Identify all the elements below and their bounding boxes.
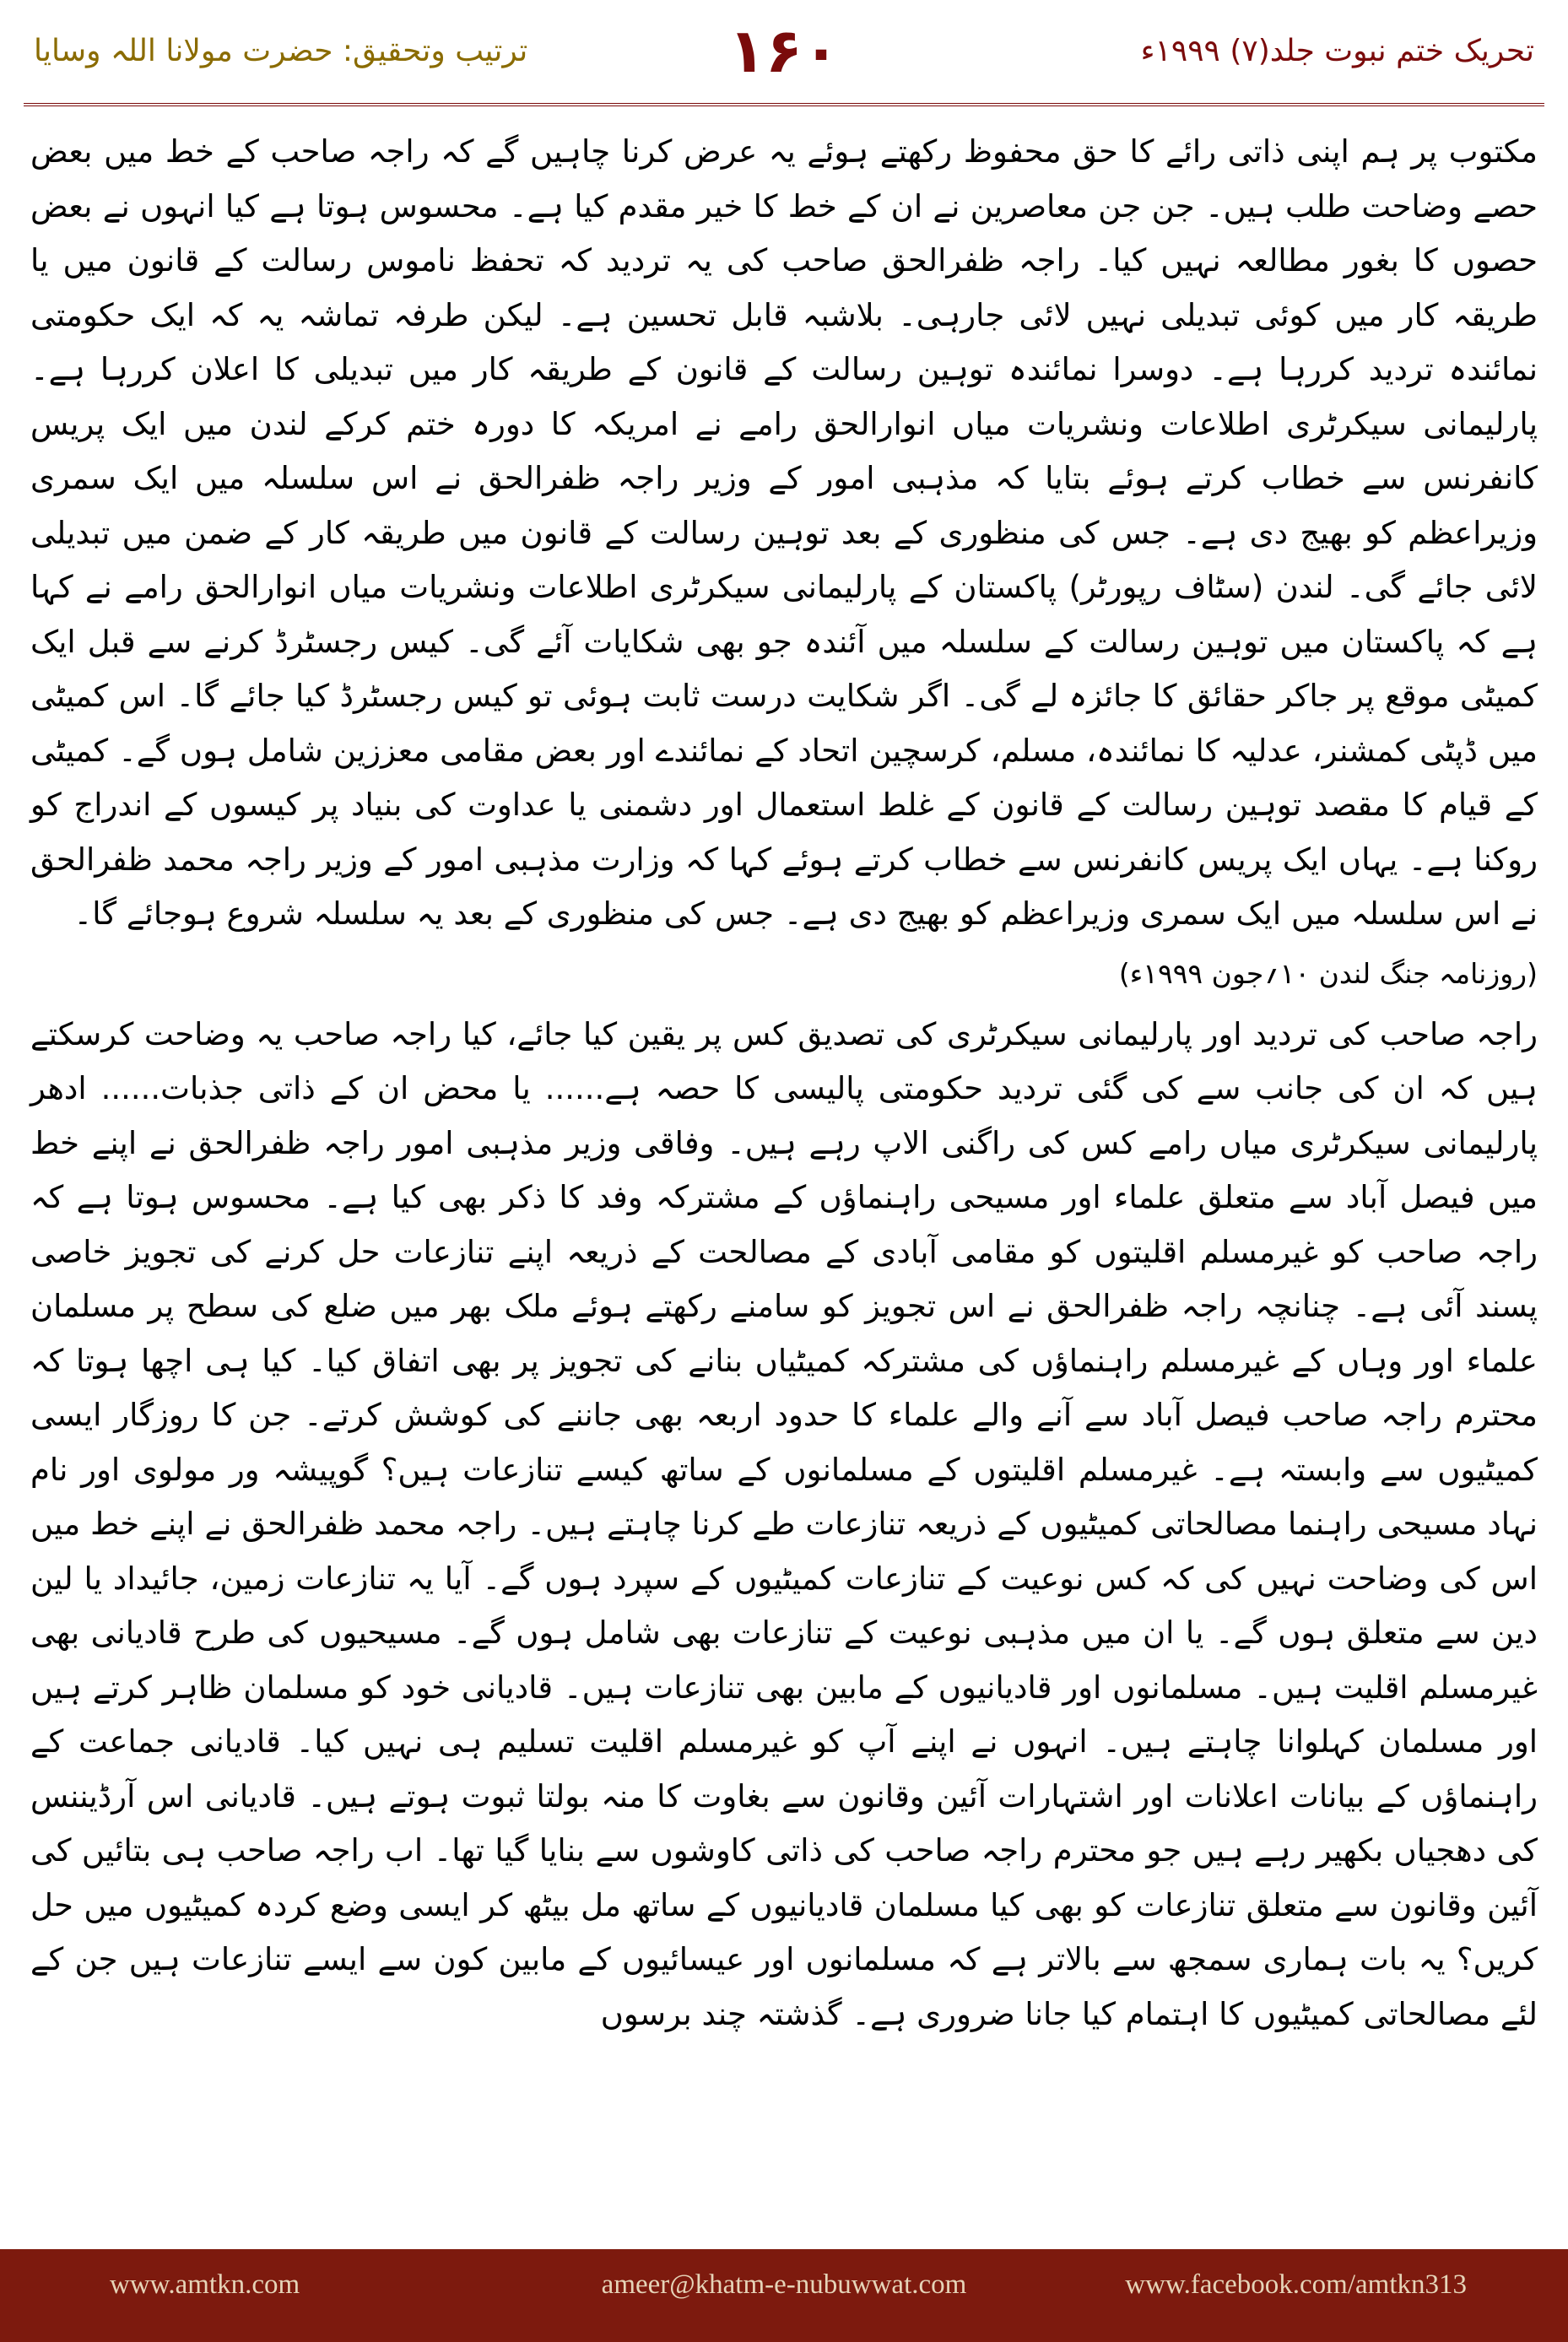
paragraph-2: راجہ صاحب کی تردید اور پارلیمانی سیکرٹری کی تصدیق کس پر یقین کیا جائے، کیا راجہ صاحب یہ وضاحت کرسکتے ہیں کہ ان کی جانب سے کی گئی تردید حکومتی پالیسی کا حصہ ہے...... یا محض ان کے ذاتی جذبات...... ادھر پارلیمانی سیکرٹری میاں رامے کس کی راگنی الاپ رہے ہیں۔ وفاقی وزیر مذہبی امور راجہ ظفرالحق نے اپنے خط میں فیصل آباد سے متعلق علماء اور مسیحی راہنماؤں کے مشترکہ وفد کا ذکر بھی کیا ہے۔ محسوس ہوتا ہے کہ راجہ صاحب کو غیرمسلم اقلیتوں کو مقامی آبادی کے مصالحت کے ذریعہ اپنے تنازعات حل کرنے کی تجویز خاصی پسند آئی ہے۔ چنانچہ راجہ ظفرالحق نے اس تجویز کو سامنے رکھتے ہوئے ملک بھر میں ضلع کی سطح پر مسلمان علماء اور وہاں کے غیرمسلم راہنماؤں کی مشترکہ کمیٹیاں بنانے کی تجویز پر بھی اتفاق کیا۔ کیا ہی اچھا ہوتا کہ محترم راجہ صاحب فیصل آباد سے آنے والے علماء کا حدود اربعہ بھی جاننے کی کوشش کرتے۔ جن کا روزگار ایسی کمیٹیوں سے وابستہ ہے۔ غیرمسلم اقلیتوں کے مسلمانوں کے ساتھ کیسے تنازعات ہیں؟ گوپیشہ ور مولوی اور نام نہاد مسیحی راہنما مصالحاتی کمیٹیوں کے ذریعہ تنازعات طے کرنا چاہتے ہیں۔ راجہ محمد ظفرالحق نے اپنے خط میں اس کی وضاحت نہیں کی کہ کس نوعیت کے تنازعات کمیٹیوں کے سپرد ہوں گے۔ آیا یہ تنازعات زمین، جائیداد یا لین دین سے متعلق ہوں گے۔ یا ان میں مذہبی نوعیت کے تنازعات بھی شامل ہوں گے۔ مسیحیوں کی طرح قادیانی بھی غیرمسلم اقلیت ہیں۔ مسلمانوں اور قادیانیوں کے مابین بھی تنازعات ہیں۔ قادیانی خود کو مسلمان ظاہر کرتے ہیں اور مسلمان کہلوانا چاہتے ہیں۔ انہوں نے اپنے آپ کو غیرمسلم اقلیت تسلیم ہی نہیں کیا۔ قادیانی جماعت کے راہنماؤں کے بیانات اعلانات اور اشتہارات آئین وقانون سے بغاوت کا منہ بولتا ثبوت ہوتے ہیں۔ قادیانی اس آرڈیننس کی دھجیاں بکھیر رہے ہیں جو محترم راجہ صاحب کی ذاتی کاوشوں سے بنایا گیا تھا۔ اب راجہ صاحب ہی بتائیں کی آئین وقانون سے متعلق تنازعات کو بھی کیا مسلمان قادیانیوں کے ساتھ مل بیٹھ کر ایسی وضع کردہ کمیٹیوں میں حل کریں؟ یہ بات ہماری سمجھ سے بالاتر ہے کہ مسلمانوں اور عیسائیوں کے مابین کون سے ایسے تنازعات ہیں جن کے لئے مصالحاتی کمیٹیوں کا اہتمام کیا جانا ضروری ہے۔ گذشتہ چند برسوں: [30, 1015, 1538, 2032]
book-title: تحریک ختم نبوت جلد(۷) ۱۹۹۹ء: [1140, 34, 1534, 68]
header-divider: [24, 103, 1544, 106]
compiler-credit: ترتیب وتحقیق: حضرت مولانا اللہ وسایا: [34, 34, 528, 68]
page-number: ۱۶۰: [728, 15, 840, 86]
email-link[interactable]: ameer@khatm-e-nubuwwat.com: [601, 2269, 967, 2300]
paragraph-1: مکتوب پر ہم اپنی ذاتی رائے کا حق محفوظ رکھتے ہوئے یہ عرض کرنا چاہیں گے کہ راجہ صاحب کے خط میں بعض حصے وضاحت طلب ہیں۔ جن جن معاصرین نے ان کے خط کا خیر مقدم کیا ہے۔ محسوس ہوتا ہے کیا انہوں نے بعض حصوں کا بغور مطالعہ نہیں کیا۔ راجہ ظفرالحق صاحب کی یہ تردید کہ تحفظ ناموس رسالت کے قانون میں یا طریقہ کار میں کوئی تبدیلی نہیں لائی جارہی۔ بلاشبہ قابل تحسین ہے۔ لیکن طرفہ تماشہ یہ کہ ایک حکومتی نمائندہ تردید کررہا ہے۔ دوسرا نمائندہ توہین رسالت کے قانون کے طریقہ کار میں تبدیلی کا اعلان کررہا ہے۔ پارلیمانی سیکرٹری اطلاعات ونشریات میاں انوارالحق رامے نے امریکہ کا دورہ ختم کرکے لندن میں ایک پریس کانفرنس سے خطاب کرتے ہوئے بتایا کہ مذہبی امور کے وزیر راجہ ظفرالحق نے اس سلسلہ میں ایک سمری وزیراعظم کو بھیج دی ہے۔ جس کی منظوری کے بعد توہین رسالت کے قانون میں طریقہ کار کے ضمن میں تبدیلی لائی جائے گی۔ لندن (سٹاف رپورٹر) پاکستان کے پارلیمانی سیکرٹری اطلاعات ونشریات میاں انوارالحق رامے نے کہا ہے کہ پاکستان میں توہین رسالت کے سلسلہ میں آئندہ جو بھی شکایات آئے گی۔ کیس رجسٹرڈ کرنے سے قبل ایک کمیٹی موقع پر جاکر حقائق کا جائزہ لے گی۔ اگر شکایت درست ثابت ہوئی تو کیس رجسٹرڈ کیا جائے گا۔ اس کمیٹی میں ڈپٹی کمشنر، عدلیہ کا نمائندہ، مسلم، کرسچین اتحاد کے نمائندے اور بعض مقامی معززین شامل ہوں گے۔ کمیٹی کے قیام کا مقصد توہین رسالت کے قانون کے غلط استعمال اور دشمنی یا عداوت کی بنیاد پر کیسوں کے اندراج کو روکنا ہے۔ یہاں ایک پریس کانفرنس سے خطاب کرتے ہوئے کہا کہ وزارت مذہبی امور کے وزیر راجہ محمد ظفرالحق نے اس سلسلہ میں ایک سمری وزیراعظم کو بھیج دی ہے۔ جس کی منظوری کے بعد یہ سلسلہ شروع ہوجائے گا۔: [30, 133, 1538, 932]
source-citation: (روزنامہ جنگ لندن ۱۰؍جون ۱۹۹۹ء): [1118, 956, 1538, 990]
website-link[interactable]: www.amtkn.com: [110, 2269, 300, 2300]
page-footer: [0, 2249, 1568, 2342]
page-header: [0, 0, 1568, 114]
facebook-link[interactable]: www.facebook.com/amtkn313: [1125, 2269, 1467, 2300]
article-body: [30, 125, 1538, 2042]
